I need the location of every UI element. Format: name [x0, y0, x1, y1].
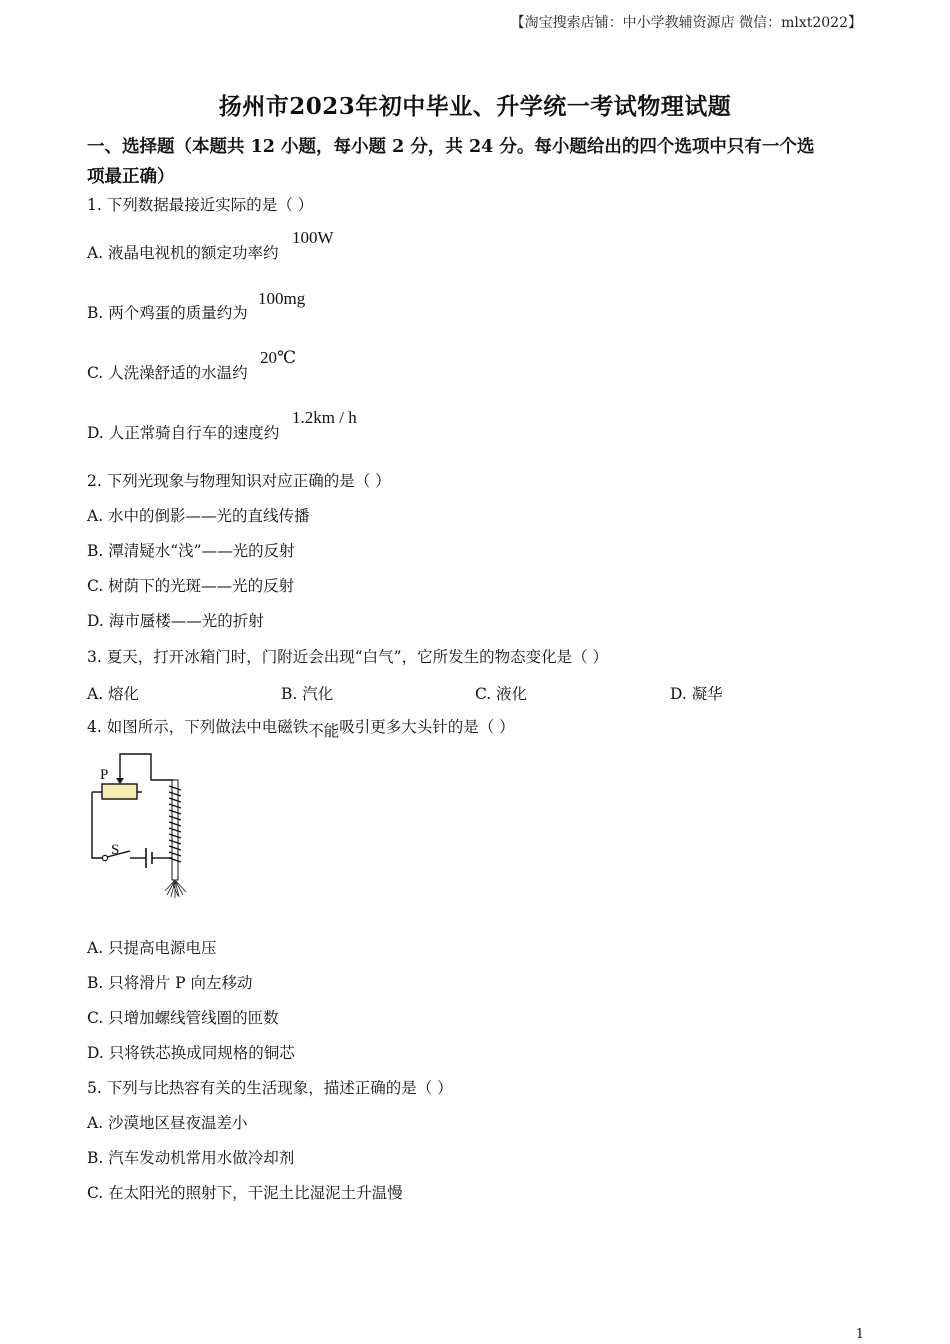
- q4-option-b: B. 只将滑片 P 向左移动: [87, 974, 253, 992]
- q3-option-c: C. 液化: [475, 685, 528, 703]
- q1-option-b: B. 两个鸡蛋的质量约为: [87, 304, 248, 322]
- electromagnet-circuit-diagram: [86, 750, 196, 904]
- switch-pivot: [102, 855, 107, 860]
- pins-icon: [165, 880, 186, 898]
- section-heading-line2: 项最正确）: [87, 167, 175, 187]
- q5-option-c: C. 在太阳光的照射下，干泥土比湿泥土升温慢: [87, 1184, 403, 1202]
- q3-option-b: B. 汽化: [281, 685, 334, 703]
- rheostat: [102, 784, 137, 799]
- q2-option-c: C. 树荫下的光斑——光的反射: [87, 577, 295, 595]
- circuit-wire: [92, 792, 104, 858]
- q3-option-d: D. 凝华: [670, 685, 723, 703]
- q2-option-d: D. 海市蜃楼——光的折射: [87, 612, 264, 630]
- q4-option-c: C. 只增加螺线管线圈的匝数: [87, 1009, 279, 1027]
- circuit-svg: [86, 750, 196, 900]
- q4-option-a: A. 只提高电源电压: [87, 939, 217, 957]
- fig-label-s: S: [111, 842, 120, 858]
- header-note: 【淘宝搜索店铺：中小学教辅资源店 微信：mlxt2022】: [510, 15, 862, 31]
- q3-stem: 3. 夏天，打开冰箱门时，门附近会出现“白气”，它所发生的物态变化是（ ）: [87, 648, 608, 666]
- q2-option-a: A. 水中的倒影——光的直线传播: [87, 507, 310, 525]
- section-heading-line1: 一、选择题（本题共 12 小题，每小题 2 分，共 24 分。每小题给出的四个选项中只有一个选: [87, 137, 815, 157]
- q1-option-c-value: 20℃: [260, 348, 297, 367]
- q5-option-b: B. 汽车发动机常用水做冷却剂: [87, 1149, 295, 1167]
- page-number: 1: [855, 1327, 864, 1342]
- q2-option-b: B. 潭清疑水“浅”——光的反射: [87, 542, 295, 560]
- page-title: 扬州市2023年初中毕业、升学统一考试物理试题: [218, 93, 732, 120]
- q4-stem-emphasis: 不能: [308, 722, 340, 740]
- q1-option-a: A. 液晶电视机的额定功率约: [87, 244, 279, 262]
- q1-option-a-value: 100W: [292, 228, 334, 247]
- q3-option-a: A. 熔化: [87, 685, 140, 703]
- q1-stem: 1. 下列数据最接近实际的是（ ）: [87, 196, 314, 214]
- q4-stem-pre: 4. 如图所示，下列做法中电磁铁: [87, 718, 309, 736]
- q4-option-d: D. 只将铁芯换成同规格的铜芯: [87, 1044, 295, 1062]
- q1-option-b-value: 100mg: [258, 289, 306, 308]
- circuit-wire-top: [120, 754, 174, 780]
- q4-stem-post: 吸引更多大头针的是（ ）: [339, 718, 515, 736]
- section-heading: [87, 132, 867, 192]
- q1-option-d-value: 1.2km / h: [292, 408, 357, 427]
- q1-option-c: C. 人洗澡舒适的水温约: [87, 364, 248, 382]
- q1-option-d: D. 人正常骑自行车的速度约: [87, 424, 280, 442]
- q2-stem: 2. 下列光现象与物理知识对应正确的是（ ）: [87, 472, 391, 490]
- q4-stem: [87, 717, 515, 740]
- q5-stem: 5. 下列与比热容有关的生活现象，描述正确的是（ ）: [87, 1079, 453, 1097]
- battery-icon: [146, 848, 152, 868]
- q5-option-a: A. 沙漠地区昼夜温差小: [87, 1114, 248, 1132]
- q3-options: [87, 682, 787, 702]
- fig-label-p: P: [100, 767, 109, 783]
